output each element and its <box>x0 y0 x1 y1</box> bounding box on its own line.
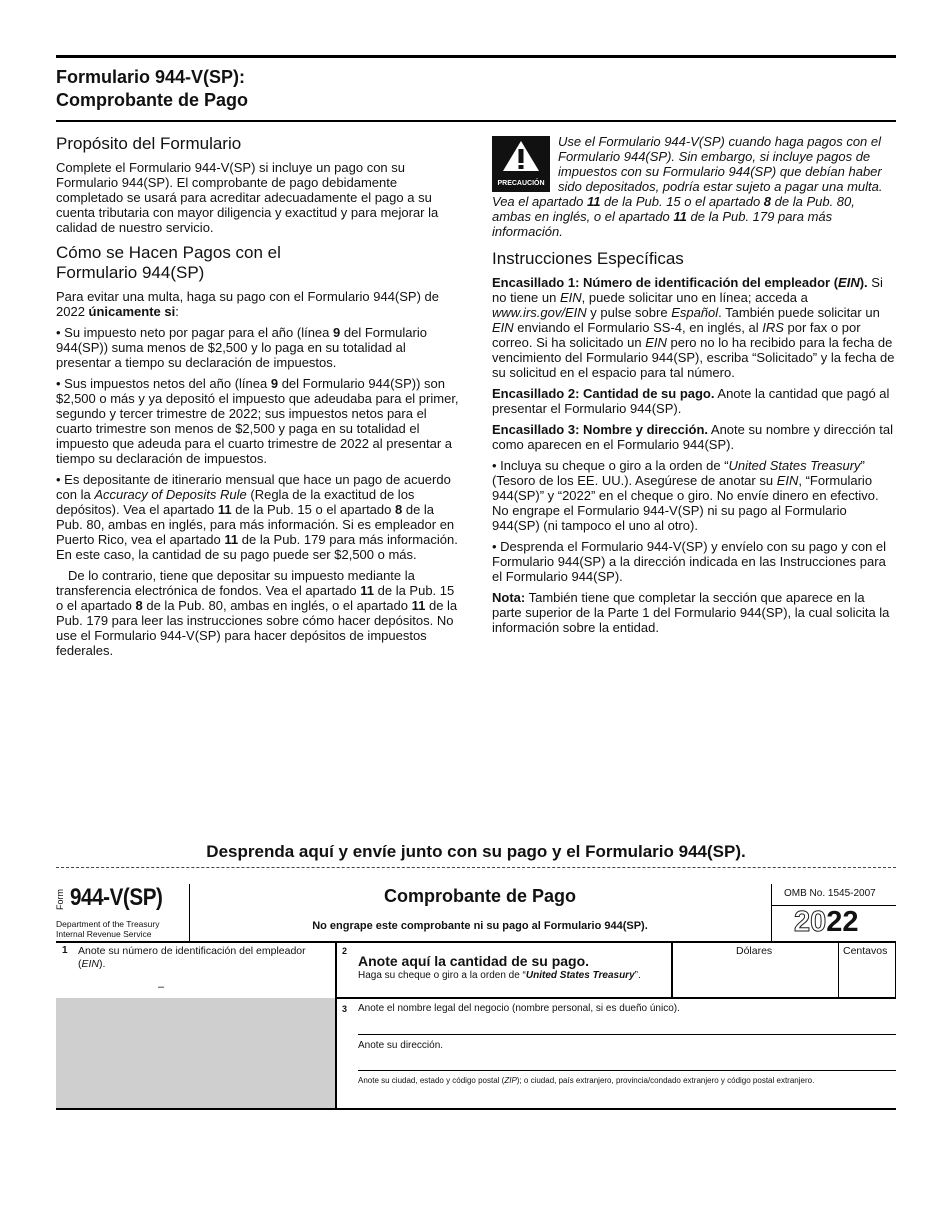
how-to-pay-heading <box>56 243 462 283</box>
ein-field[interactable] <box>56 943 336 998</box>
box3-number: 3 <box>342 1004 348 1014</box>
voucher-divider <box>335 941 337 1110</box>
note: Nota: También tiene que completar la sección que aparece en la parte superior de la Parte 1 del Formulario 944(SP), la cual solicita la información sobre la entidad. <box>492 590 890 635</box>
box2-subtitle: Haga su cheque o giro a la orden de “United States Treasury”. <box>358 970 641 981</box>
purpose-text: Complete el Formulario 944-V(SP) si incluye un pago con su Formulario 944(SP). El comprobante de pago debidamente completado se usará para acreditar adecuadamente el pago a su cuenta tributaria con mayor diligencia y exactitud y para mejorar la calidad de nuestro servicio. <box>56 160 439 235</box>
title-line-1: Formulario 944-V(SP): <box>56 67 246 87</box>
bullet-3: • Es depositante de itinerario mensual que hace un pago de acuerdo con la Accuracy of Deposits Rule (Regla de la exactitud de los depósitos). Vea el apartado 11 de la Pub. 15 o el apartado 8 de la Pub. 80, ambas en inglés, para más información. Si es empleador en Puerto Rico, vea el apartado 11 de la Pub. 179 para más información. En este caso, la cantidad de su pago puede ser $2,500 o más. <box>56 472 458 562</box>
voucher-divider <box>895 941 896 999</box>
caution-label: PRECAUCIÓN <box>497 180 545 187</box>
cut-line <box>56 867 896 868</box>
intro-paragraph: Para evitar una multa, haga su pago con el Formulario 944(SP) de 2022 únicamente si: <box>56 289 439 319</box>
business-name-field[interactable] <box>358 1016 896 1034</box>
caution-block: PRECAUCIÓN Use el Formulario 944-V(SP) cuando haga pagos con el Formulario 944(SP). Sin embargo, si incluye pagos de impuestos con su Formulario 944(SP) que debían haber sido depositados, podría estar sujeto a pagar una multa. Vea el apartado 11 de la Pub. 15 o el apartado 8 de la Pub. 80, ambas en inglés, o el apartado 11 de la Pub. 179 para más información. <box>492 134 883 239</box>
how-to-pay-heading-line2: Formulario 944(SP) <box>56 263 205 282</box>
no-staple-notice: No engrape este comprobante ni su pago al Formulario 944(SP). <box>312 920 648 932</box>
ein-dash: – <box>158 981 165 993</box>
field-rule <box>358 1070 896 1071</box>
purpose-heading: Propósito del Formulario <box>56 134 242 153</box>
field-rule <box>358 1034 896 1035</box>
box2-number: 2 <box>342 946 348 956</box>
top-rule <box>56 55 896 58</box>
city-state-zip-label: Anote su ciudad, estado y código postal (ZIP); o ciudad, país extranjero, provincia/condado extranjero y código postal extranjero. <box>358 1076 815 1085</box>
right-column <box>492 134 896 641</box>
dollars-label: Dólares <box>736 945 773 957</box>
address-field[interactable] <box>358 1053 896 1070</box>
box2-instructions: Encasillado 2: Cantidad de su pago. Anote la cantidad que pagó al presentar el Formulario 944(SP). <box>492 386 890 416</box>
cents-field[interactable] <box>839 956 895 997</box>
detach-instruction: Desprenda aquí y envíe junto con su pago y el Formulario 944(SP). <box>206 842 746 861</box>
box1-instructions: Encasillado 1: Número de identificación del empleador (EIN). Si no tiene un EIN, puede solicitar uno en línea; acceda a www.irs.gov/EIN y pulse sobre Español. También puede solicitar un EIN enviando el Formulario SS-4, en inglés, al IRS por fax o por correo. Si ha solicitado un EIN pero no lo ha recibido para la fecha de vencimiento del Formulario 944(SP), escriba “Solicitado” y la fecha de su solicitud en el espacio para tal número. <box>492 275 895 380</box>
city-state-zip-field[interactable] <box>358 1087 896 1107</box>
title-rule <box>56 120 896 122</box>
bullet-1: • Su impuesto neto por pagar para el año (línea 9 del Formulario 944(SP)) suma menos de $2,500 y lo paga en su totalidad al presentar a tiempo su declaración de impuestos. <box>56 325 427 370</box>
business-name-label: Anote el nombre legal del negocio (nombre personal, si es dueño único). <box>358 1003 680 1014</box>
department-label: Department of the Treasury Internal Revenue Service <box>56 919 160 939</box>
voucher-rule <box>336 997 896 999</box>
box1-label: Anote su número de identificación del empleador (EIN). <box>78 945 306 970</box>
page-title <box>56 66 248 112</box>
dollars-field[interactable] <box>673 956 838 997</box>
cents-label: Centavos <box>843 945 888 957</box>
box2-title: Anote aquí la cantidad de su pago. <box>358 953 590 969</box>
box1-number: 1 <box>62 945 68 956</box>
otherwise-paragraph: De lo contrario, tiene que depositar su impuesto mediante la transferencia electrónica de fondos. Vea el apartado 11 de la Pub. 15 o el apartado 8 de la Pub. 80, ambas en inglés, o el apartado 11 de la Pub. 179 para leer las instrucciones sobre cómo hacer depósitos. No use el Formulario 944-V(SP) para hacer depósitos de impuestos federales. <box>56 568 458 658</box>
title-line-2: Comprobante de Pago <box>56 90 249 110</box>
right-bullet-1: • Incluya su cheque o giro a la orden de “United States Treasury” (Tesoro de los EE. UU.). Asegúrese de anotar su EIN, “Formulario 944(SP)” y “2022” en el cheque o giro. No envíe dinero en efectivo. No engrape el Formulario 944-V(SP) ni su pago al Formulario 944(SP) (ni tampoco el uno al otro). <box>492 458 879 533</box>
address-label: Anote su dirección. <box>358 1040 444 1051</box>
caution-icon <box>492 136 550 192</box>
bullet-2: • Sus impuestos netos del año (línea 9 del Formulario 944(SP)) son $2,500 o más y ya depositó el impuesto que adeudaba para el primer, segundo y tercer trimestre de 2022; sus impuestos netos para el cuarto trimestre son menos de $2,500 y paga en su totalidad el impuesto que adeuda para el cuarto trimestre de 2022 al presentar a tiempo su declaración de impuestos. <box>56 376 459 466</box>
specific-instructions-heading: Instrucciones Específicas <box>492 249 684 268</box>
shaded-area <box>56 998 335 1110</box>
right-bullet-2: • Desprenda el Formulario 944-V(SP) y envíelo con su pago y con el Formulario 944(SP) a la dirección indicada en las Instrucciones para el Formulario 944(SP). <box>492 539 887 584</box>
voucher-bottom-rule <box>56 1108 896 1110</box>
box3-instructions: Encasillado 3: Nombre y dirección. Anote su nombre y dirección tal como aparecen en el Formulario 944(SP). <box>492 422 894 452</box>
omb-number: OMB No. 1545-2007 <box>784 888 876 899</box>
voucher-form-number: 944-V(SP) <box>70 884 163 911</box>
tax-year: 2022 <box>794 906 859 938</box>
how-to-pay-heading-line1: Cómo se Hacen Pagos con el <box>56 243 281 262</box>
left-column <box>56 134 462 664</box>
voucher-title: Comprobante de Pago <box>383 886 576 906</box>
